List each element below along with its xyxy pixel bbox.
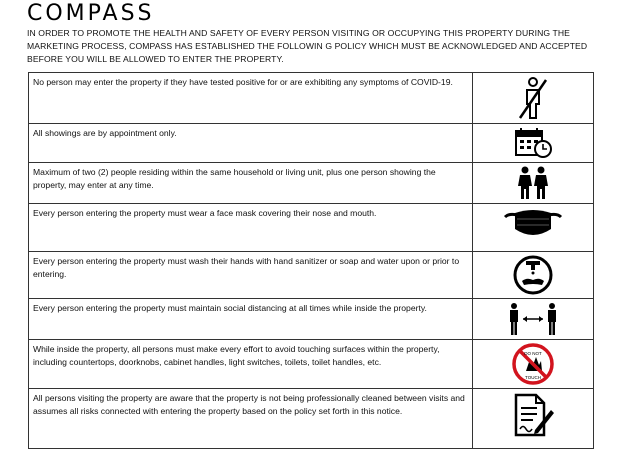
signed-document-icon	[511, 392, 555, 438]
do-not-touch-icon	[512, 343, 554, 385]
no-entry-person-icon	[516, 76, 550, 120]
table-row	[29, 204, 594, 252]
face-mask-icon	[503, 207, 563, 239]
table-row	[29, 163, 594, 204]
rule-text: Maximum of two (2) people residing within the same household or living unit, plus one person showing the property, may enter at any time.	[29, 163, 473, 204]
rule-text: Every person entering the property must maintain social distancing at all times while inside the property.	[29, 299, 473, 340]
intro-paragraph: IN ORDER TO PROMOTE THE HEALTH AND SAFETY OF EVERY PERSON VISITING OR OCCUPYING THIS PROPERTY DURING THE MARKETING PROCESS, COMPASS HAS ESTABLISHED THE FOLLOWIN G POLICY WHICH MUST BE ACKNOWLEDGED AND ACCEPTED BEFORE YOU WILL BE ALLOWED TO ENTER THE PROPERTY.	[27, 28, 588, 64]
policy-table	[28, 72, 594, 449]
table-row	[29, 73, 594, 124]
hand-sanitizer-icon	[513, 255, 553, 295]
rule-text: Every person entering the property must wash their hands with hand sanitizer or soap and water upon or prior to entering.	[29, 252, 473, 299]
rule-text: While inside the property, all persons must make every effort to avoid touching surfaces within the property, including countertops, doorknobs, cabinet handles, light switches, toilets, toilet handles, etc.	[29, 340, 473, 389]
sign-text-touch: TOUCH	[525, 375, 541, 380]
calendar-clock-icon	[513, 127, 553, 159]
sign-text-do-not: DO NOT	[524, 351, 542, 356]
rule-text: No person may enter the property if they have tested positive for or are exhibiting any symptoms of COVID-19.	[29, 73, 473, 124]
social-distancing-icon	[508, 302, 558, 336]
table-row	[29, 389, 594, 449]
table-row	[29, 124, 594, 163]
table-row	[29, 299, 594, 340]
table-row	[29, 340, 594, 389]
rule-text: Every person entering the property must wear a face mask covering their nose and mouth.	[29, 204, 473, 252]
compass-logo: COMPASS	[27, 1, 155, 26]
rule-text: All persons visiting the property are aware that the property is not being professionally cleaned between visits and assumes all risks connected with entering the property based on the policy set forth in this notice.	[29, 389, 473, 449]
two-people-icon	[514, 166, 552, 200]
table-row	[29, 252, 594, 299]
rule-text: All showings are by appointment only.	[29, 124, 473, 163]
